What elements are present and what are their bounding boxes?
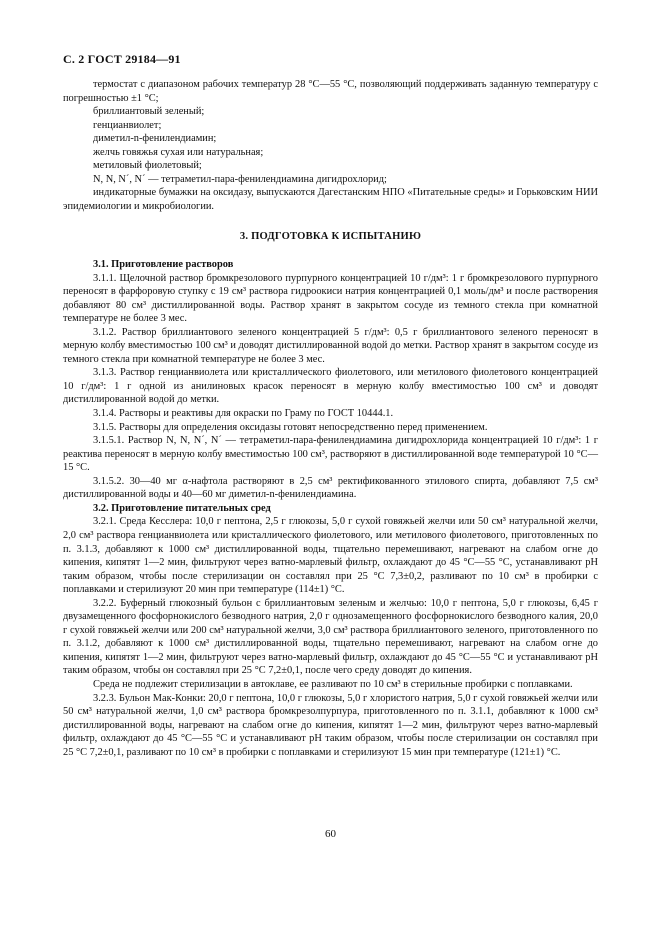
clause-3-1-3: 3.1.3. Раствор генцианвиолета или кристаллического фиолетового, или метилового фиолетового концентрацией 10 г/дм³: 1 г одной из анилиновых красок переносят в мерную колбу вместимостью 100 см³ и доводят дистиллированной водой до метки. (63, 367, 598, 406)
intro-list-item: N, N, N´, N´ — тетраметил-пара-фенилендиамина дигидрохлорид; (93, 173, 387, 185)
section-title: 3. ПОДГОТОВКА К ИСПЫТАНИЮ (239, 231, 422, 243)
clause-3-2-2: 3.2.2. Буферный глюкозный бульон с бриллиантовым зеленым и желчью: 10,0 г пептона, 5,0 г глюкозы, 6,45 г двузамещенного фосфорнокислого безводного натрия, 2,0 г однозамещенного фосфорнокислого безводного калия, 20,0 г сухой говяжьей желчи или 200 см³ натуральной желчи, 3,0 см³ раствора бриллиантового зеленого, приготовленного по п. 3.1.2, добавляют к 1000 см³ дистиллированной воды, тщательно перемешивают, нагревают на слабом огне до кипения, кипятят 1—2 мин, фильтруют через ватно-марлевый фильтр, охлаждают до 45 °С—55 °С и устанавливают pH таким образом, чтобы он составлял при 25 °С 7,2±0,1, после чего среду доводят до кипения. (63, 597, 598, 677)
clause-3-1-1: 3.1.1. Щелочной раствор бромкрезолового пурпурного концентрацией 10 г/дм³: 1 г бромкрезолового пурпурного переносят в фарфоровую ступку с 19 см³ раствора гидроокиси натрия концентрацией 0,1 моль/дм³ и после растворения добавляют 80 см³ дистиллированной воды. Раствор хранят в закрытом сосуде из темного стекла при комнатной температуре не более 3 мес. (63, 272, 598, 325)
intro-list-item: бриллиантовый зеленый; (93, 106, 205, 118)
clause-3-1-5: 3.1.5. Растворы для определения оксидазы готовят непосредственно перед применением. (93, 421, 488, 433)
subsection-title-3-2: 3.2. Приготовление питательных сред (93, 502, 271, 514)
clause-3-1-5-1: 3.1.5.1. Раствор N, N, N´, N´ — тетраметил-пара-фенилендиамина дигидрохлорида концентрацией 10 г/дм³: 1 г реактива переносят в мерную колбу вместимостью 100 см³, растворяют в дистиллированной воде температурой 10 °С—15 °С. (63, 435, 598, 474)
clause-3-1-5-2: 3.1.5.2. 30—40 мг α-нафтола растворяют в 2,5 см³ ректификованного этилового спирта, добавляют 7,5 см³ дистиллированной воды и 40—60 мг диметил-n-фенилендиамина. (63, 475, 598, 501)
clause-3-2-2-note: Среда не подлежит стерилизации в автоклаве, ее разливают по 10 см³ в стерильные пробирки с поплавками. (93, 678, 573, 690)
intro-list-item: желчь говяжья сухая или натуральная; (93, 146, 264, 158)
intro-list-item: генцианвиолет; (93, 119, 162, 131)
intro-list-item: индикаторные бумажки на оксидазу, выпускаются Дагестанским НПО «Питательные среды» и Горьковским НИИ эпидемиологии и микробиологии. (63, 187, 598, 212)
intro-paragraph: термостат с диапазоном рабочих температур 28 °С—55 °С, позволяющий поддерживать заданную температуру с погрешностью ±1 °С; (63, 79, 598, 104)
intro-list-item: диметил-n-фенилендиамин; (93, 133, 217, 145)
clause-3-1-2: 3.1.2. Раствор бриллиантового зеленого концентрацией 5 г/дм³: 0,5 г бриллиантового зеленого переносят в мерную колбу вместимостью 100 см³ и доводят дистиллированной водой до метки. Раствор хранят в закрытом сосуде из темного стекла при комнатной температуре не более 3 мес. (63, 326, 598, 365)
intro-list-item: метиловый фиолетовый; (93, 160, 202, 172)
document-body (63, 78, 598, 759)
page-header: С. 2 ГОСТ 29184—91 (63, 52, 181, 66)
clause-3-2-3: 3.2.3. Бульон Мак-Конки: 20,0 г пептона, 10,0 г глюкозы, 5,0 г хлористого натрия, 5,0 г сухой говяжьей желчи или 50 см³ натуральной желчи, 1,0 см³ раствора бромкрезолпурпура, приготовленного по п. 3.1.1, добавляют к 1000 см³ дистиллированной воды, нагревают на слабом огне до кипения, кипятят 1—2 мин, фильтруют через ватно-марлевый фильтр, охлаждают до 45 °С—55 °С и устанавливают pH таким образом, чтобы после стерилизации он составлял при 25 °С 7,2±0,1, разливают по 10 см³ в пробирки с поплавками и стерилизуют 15 мин при температуре (121±1) °С. (63, 692, 598, 758)
page-number: 60 (325, 828, 336, 840)
clause-3-1-4: 3.1.4. Растворы и реактивы для окраски по Граму по ГОСТ 10444.1. (93, 408, 394, 420)
subsection-title-3-1: 3.1. Приготовление растворов (93, 259, 234, 271)
clause-3-2-1: 3.2.1. Среда Кесслера: 10,0 г пептона, 2,5 г глюкозы, 5,0 г сухой говяжьей желчи или 50 см³ натуральной желчи, 2,0 см³ раствора генцианвиолета или кристаллического фиолетового, или метилового фиолетового, приготовленных по п. 3.1.3, добавляют к 1000 см³ дистиллированной воды, тщательно перемешивают, нагревают на слабом огне до кипения, кипятят 1—2 мин, фильтруют через ватно-марлевый фильтр, охлаждают до 45 °С—55 °С, устанавливают pH таким образом, чтобы после стерилизации он составлял при 25 °С 7,3±0,2, разливают по 10 см³ в пробирки с поплавками и стерилизуют 20 мин при температуре (114±1) °С. (63, 516, 598, 596)
